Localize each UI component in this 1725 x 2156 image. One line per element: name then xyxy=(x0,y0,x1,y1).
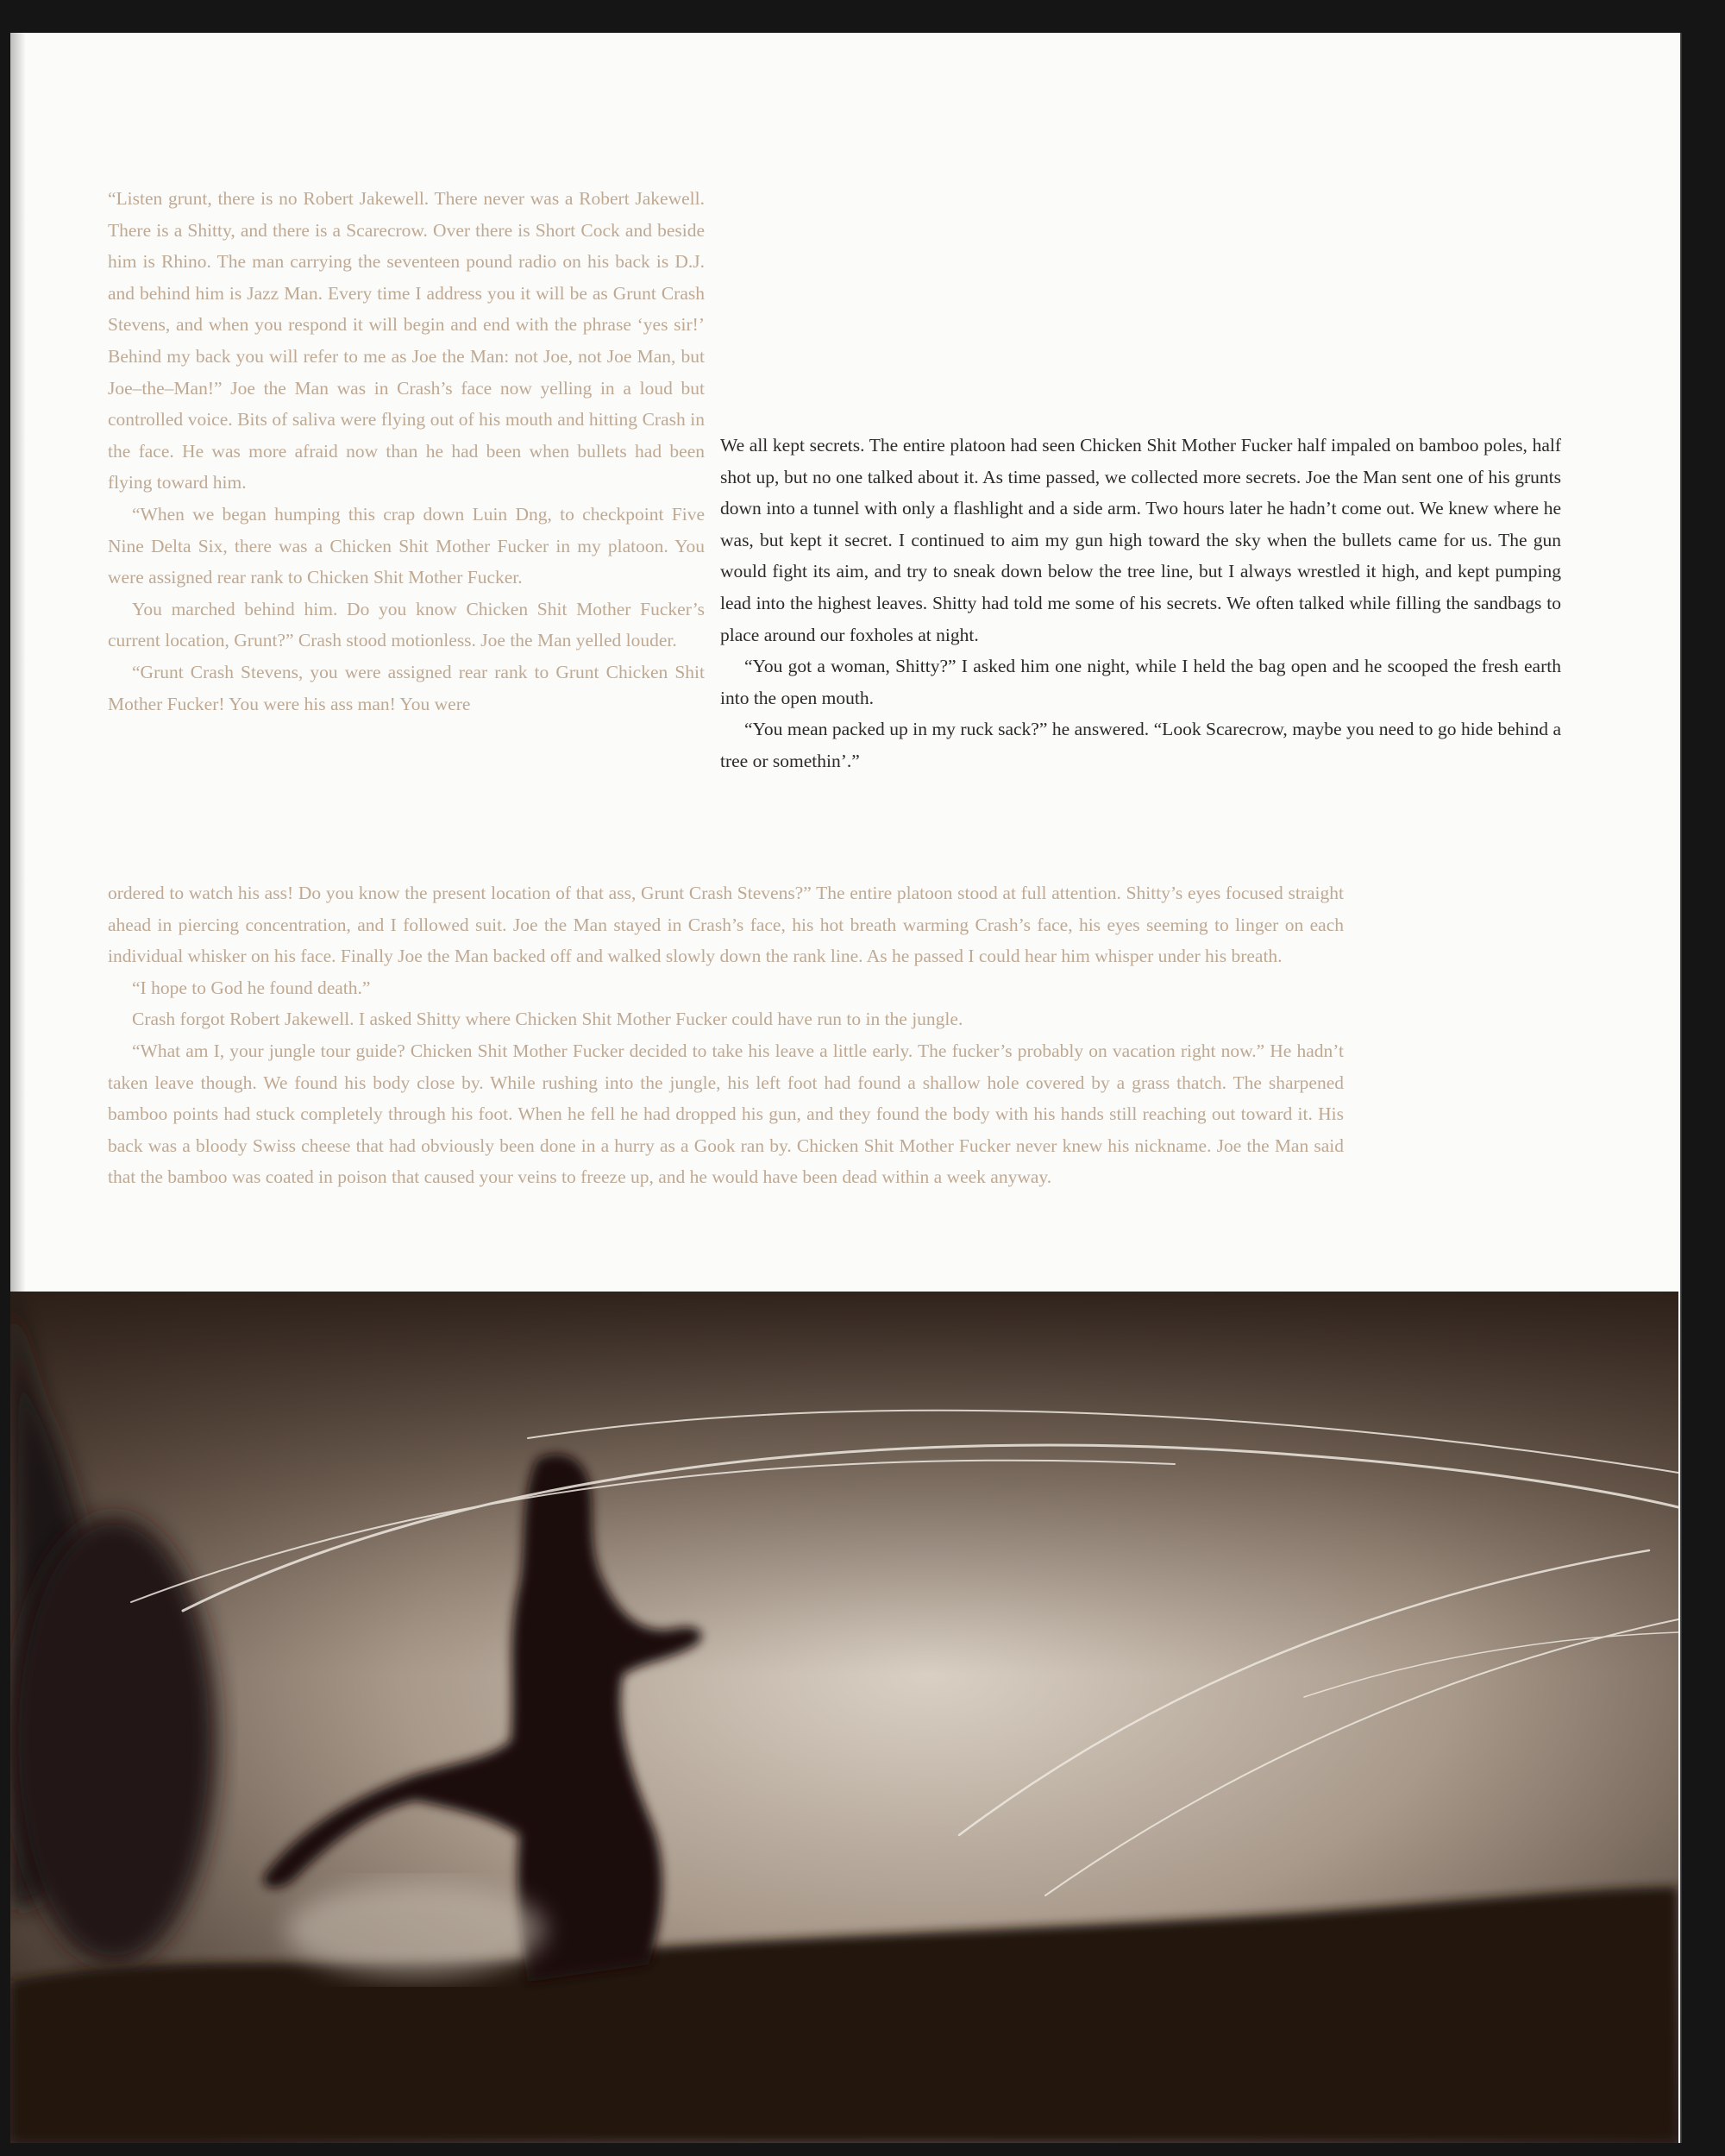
paragraph: “You mean packed up in my ruck sack?” he answered. “Look Scarecrow, maybe you need to go hide behind a tree or somethin’.” xyxy=(720,719,1561,771)
paragraph: We all kept secrets. The entire platoon had seen Chicken Shit Mother Fucker half impaled on bamboo poles, half shot up, but no one talked about it. As time passed, we collected more secrets. Joe the Man sent one of his grunts down into a tunnel with only a flashlight and a side arm. Two hours later he hadn’t come out. We knew where he was, but kept it secret. I continued to aim my gun high toward the sky when the bullets came for us. The gun would fight its aim, and try to sneak down below the tree line, but I always wrestled it high, and kept pumping lead into the highest leaves. Shitty had told me some of his secrets. We often talked while filling the sandbags to place around our foxholes at night. xyxy=(720,435,1561,645)
right-text-column xyxy=(720,430,1561,777)
paragraph: “What am I, your jungle tour guide? Chicken Shit Mother Fucker decided to take his leave a little early. The fucker’s probably on vacation right now.” He hadn’t taken leave though. We found his body close by. While rushing into the jungle, his left foot had found a shallow hole covered by a grass thatch. The sharpened bamboo points had stuck completely through his foot. When he fell he had dropped his gun, and they found the body with his hands still reaching out toward it. His back was a bloody Swiss cheese that had obviously been done in a hurry as a Gook ran by. Chicken Shit Mother Fucker never knew his nickname. Joe the Man said that the bamboo was coated in poison that caused your veins to freeze up, and he would have been dead within a week anyway. xyxy=(108,1040,1344,1188)
full-width-text-block xyxy=(108,877,1344,1193)
paragraph: Crash forgot Robert Jakewell. I asked Shitty where Chicken Shit Mother Fucker could have run to in the jungle. xyxy=(132,1009,963,1030)
paragraph: “Listen grunt, there is no Robert Jakewell. There never was a Robert Jakewell. There is a Shitty, and there is a Scarecrow. Over there is Short Cock and beside him is Rhino. The man carrying the seventeen pound radio on his back is D.J. and behind him is Jazz Man. Every time I address you it will be as Grunt Crash Stevens, and when you respond it will begin and end with the phrase ‘yes sir!’ Behind my back you will refer to me as Joe the Man: not Joe, not Joe Man, but Joe–the–Man!” Joe the Man was in Crash’s face now yelling in a loud but controlled voice. Bits of saliva were flying out of his mouth and hitting Crash in the face. He was more afraid now than he had been when bullets had been flying toward him. xyxy=(108,188,705,493)
illustration-left-mass xyxy=(10,1516,217,1964)
paragraph: “I hope to God he found death.” xyxy=(132,977,371,998)
paragraph: ordered to watch his ass! Do you know the present location of that ass, Grunt Crash Stevens?” The entire platoon stood at full attention. Shitty’s eyes focused straight ahead in piercing concentration, and I followed suit. Joe the Man stayed in Crash’s face, his hot breath warming Crash’s face, his eyes seeming to linger on each individual whisker on his face. Finally Joe the Man backed off and walked slowly down the rank line. As he passed I could hear him whisper under his breath. xyxy=(108,883,1344,967)
paragraph: “You got a woman, Shitty?” I asked him one night, while I held the bag open and he scooped the fresh earth into the open mouth. xyxy=(720,656,1561,708)
sepia-illustration xyxy=(10,1292,1678,2143)
illustration-light-patch xyxy=(286,1883,545,1977)
paragraph: “Grunt Crash Stevens, you were assigned rear rank to Grunt Chicken Shit Mother Fucker! You were his ass man! You were xyxy=(108,661,705,714)
paragraph: “When we began humping this crap down Luin Dng, to checkpoint Five Nine Delta Six, there was a Chicken Shit Mother Fucker in my platoon. You were assigned rear rank to Chicken Shit Mother Fucker. xyxy=(108,503,705,588)
left-text-column xyxy=(108,183,705,720)
paragraph: You marched behind him. Do you know Chicken Shit Mother Fucker’s current location, Grunt?” Crash stood motionless. Joe the Man yelled louder. xyxy=(108,598,705,651)
